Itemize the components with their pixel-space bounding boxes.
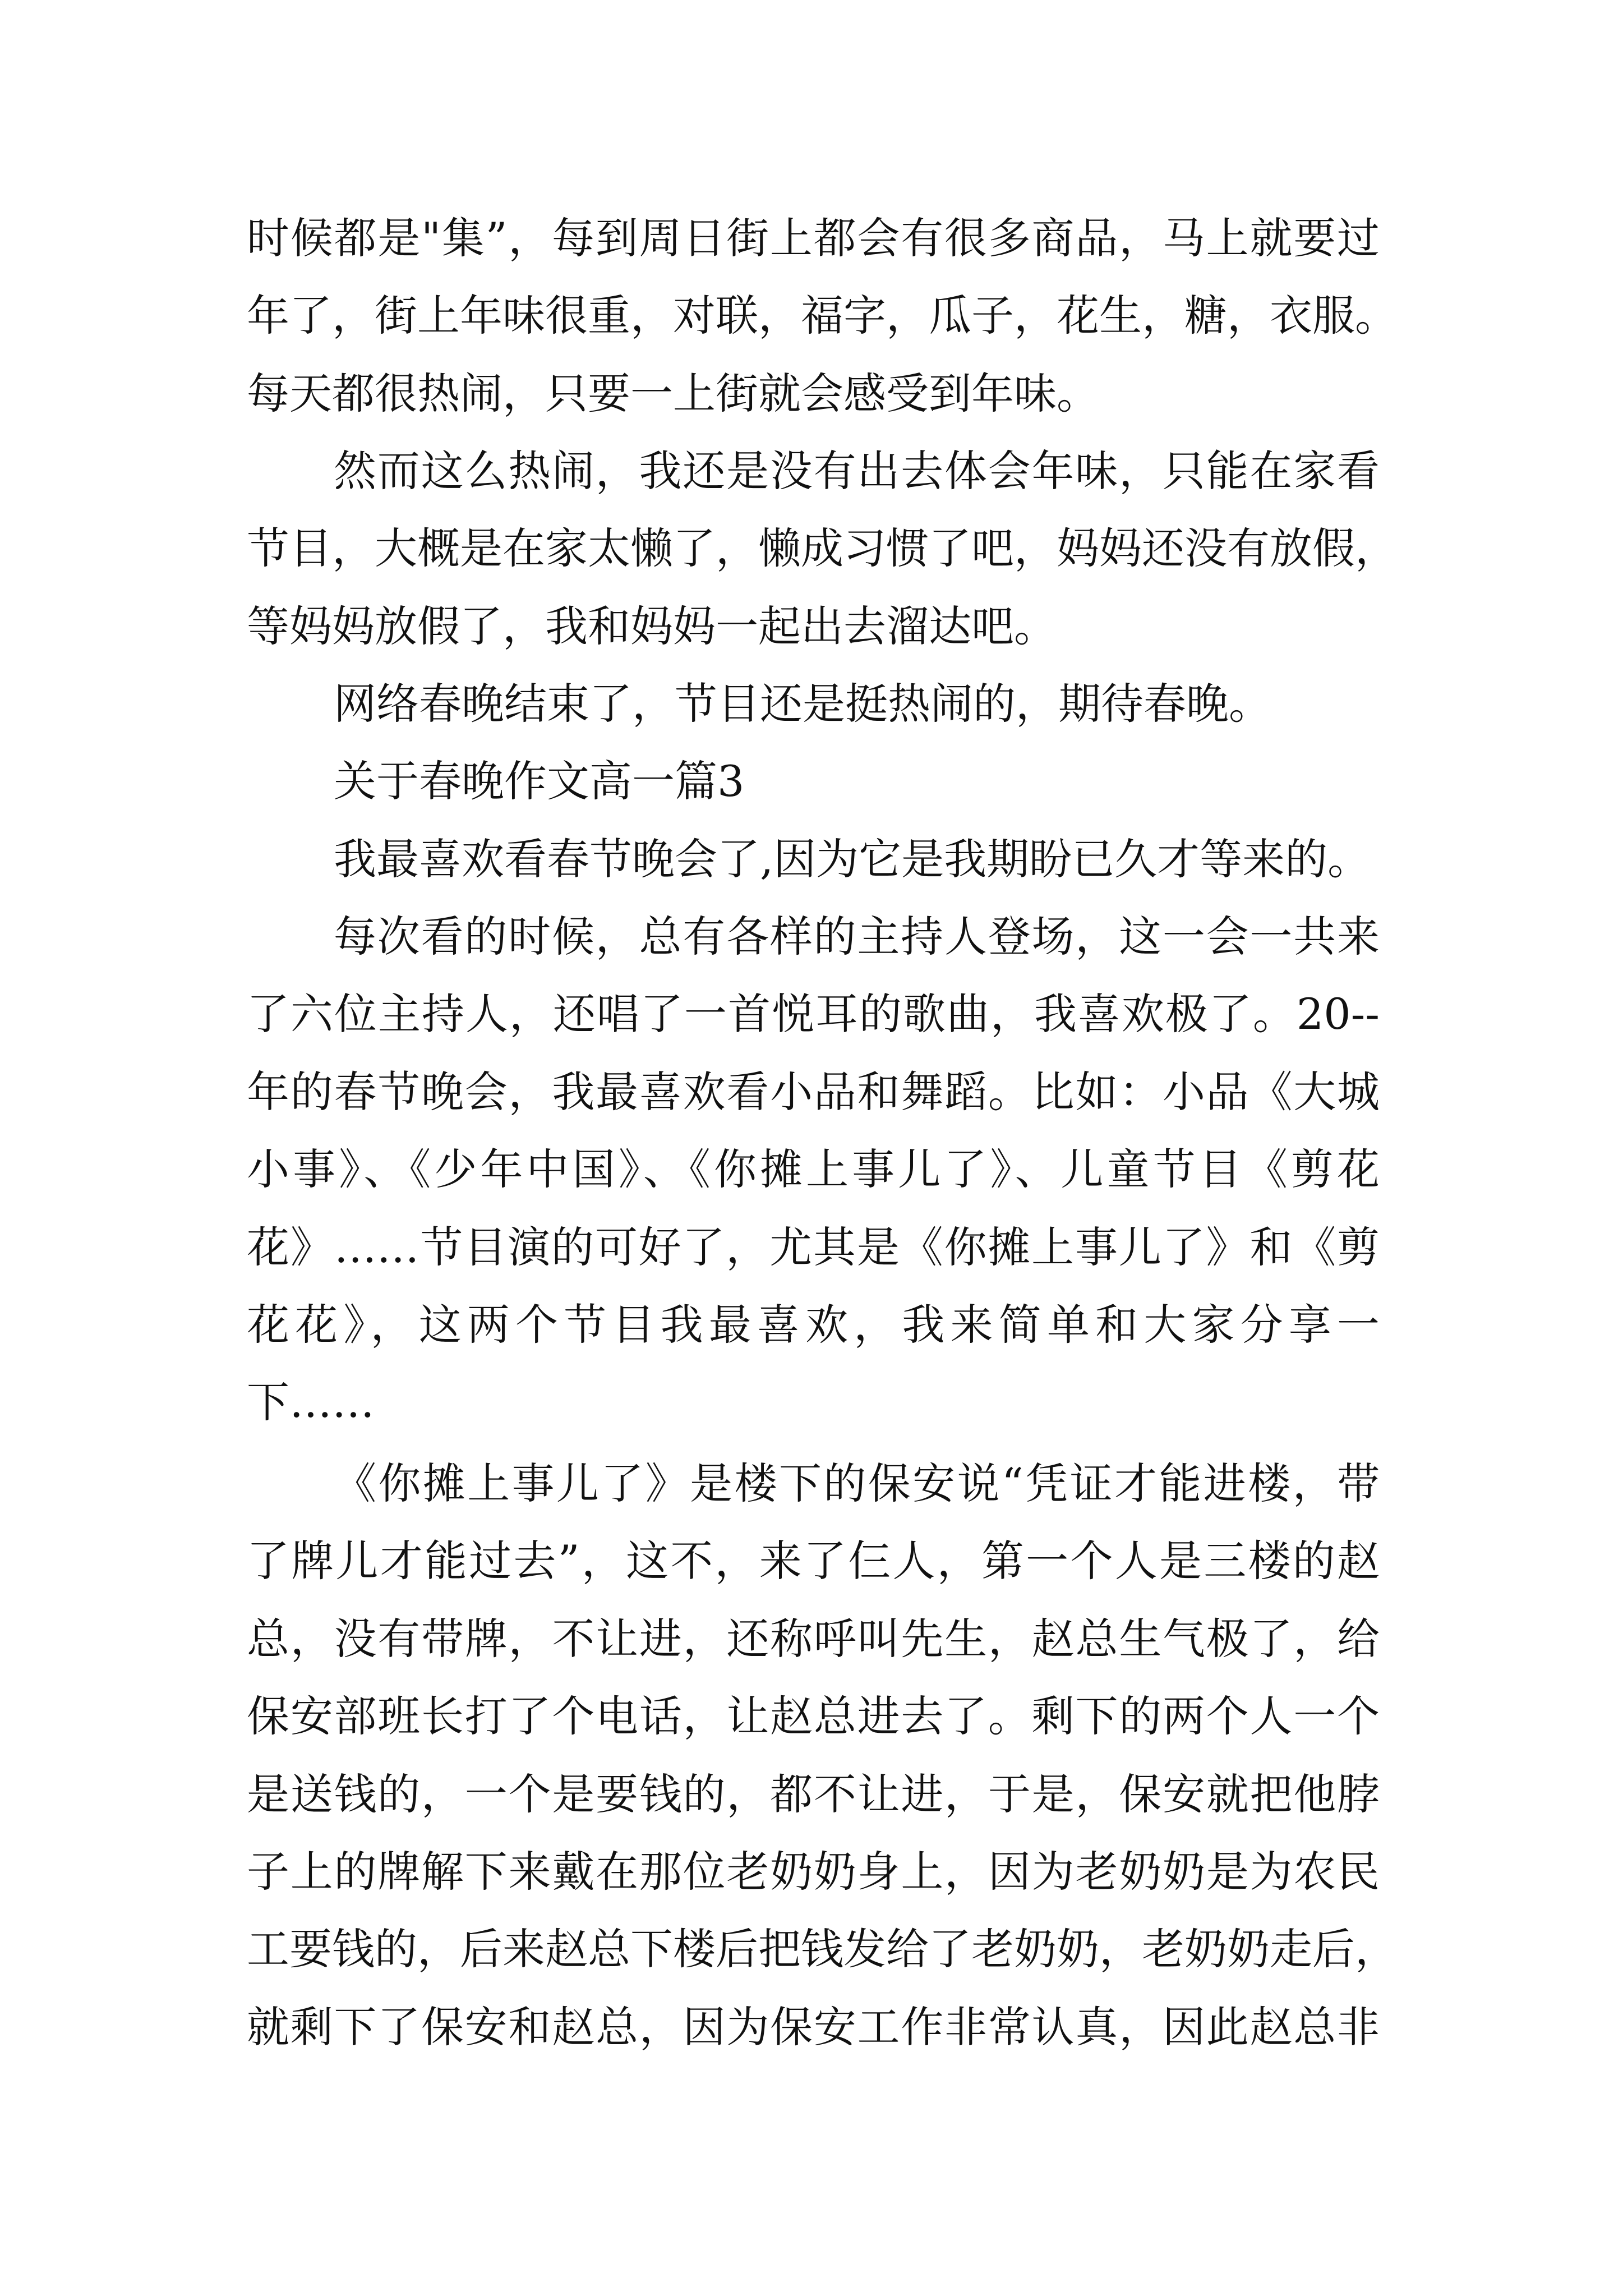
text-line: 花花》，这两个节目我最喜欢，我来简单和大家分享一 — [247, 1300, 1380, 1350]
text-line: 年了，街上年味很重，对联，福字，瓜子，花生，糖，衣服。 — [247, 291, 1398, 341]
text-line: 每天都很热闹，只要一上街就会感受到年味。 — [247, 369, 1099, 418]
paragraph-start-line: 网络春晚结束了，节目还是挺热闹的，期待春晚。 — [334, 679, 1271, 729]
section-heading: 关于春晚作文高一篇3 — [334, 756, 745, 806]
text-line: 节目，大概是在家太懒了，懒成习惯了吧，妈妈还没有放假， — [247, 523, 1398, 573]
paragraph-start-line: 《你摊上事儿了》是楼下的保安说“凭证才能进楼，带 — [334, 1458, 1380, 1508]
text-line: 就剩下了保安和赵总，因为保安工作非常认真，因此赵总非 — [247, 2002, 1380, 2052]
text-line: 花》……节目演的可好了，尤其是《你摊上事儿了》和《剪 — [247, 1222, 1380, 1272]
paragraph-start-line: 然而这么热闹，我还是没有出去体会年味，只能在家看 — [334, 446, 1380, 496]
text-line: 总，没有带牌，不让进，还称呼叫先生，赵总生气极了，给 — [247, 1614, 1380, 1664]
paragraph-start-line: 我最喜欢看春节晚会了,因为它是我期盼已久才等来的。 — [334, 834, 1371, 884]
text-line: 了牌儿才能过去”，这不，来了仨人，第一个人是三楼的赵 — [247, 1536, 1380, 1586]
text-line: 年的春节晚会，我最喜欢看小品和舞蹈。比如：小品《大城 — [247, 1067, 1380, 1117]
text-line: 下…… — [247, 1377, 375, 1427]
text-line: 等妈妈放假了，我和妈妈一起出去溜达吧。 — [247, 601, 1057, 651]
text-line: 是送钱的，一个是要钱的，都不让进，于是，保安就把他脖 — [247, 1769, 1380, 1819]
text-line: 时候都是"集”，每到周日街上都会有很多商品，马上就要过 — [247, 213, 1380, 263]
text-line: 保安部班长打了个电话，让赵总进去了。剩下的两个人一个 — [247, 1691, 1380, 1741]
text-line: 工要钱的，后来赵总下楼后把钱发给了老奶奶，老奶奶走后， — [247, 1924, 1398, 1974]
text-line: 了六位主持人，还唱了一首悦耳的歌曲，我喜欢极了。20-- — [247, 989, 1380, 1039]
paragraph-start-line: 每次看的时候，总有各样的主持人登场，这一会一共来 — [334, 912, 1380, 961]
text-line: 子上的牌解下来戴在那位老奶奶身上，因为老奶奶是为农民 — [247, 1847, 1380, 1897]
text-line: 小事》、《少年中国》、《你摊上事儿了》、儿童节目《剪花 — [247, 1144, 1380, 1194]
